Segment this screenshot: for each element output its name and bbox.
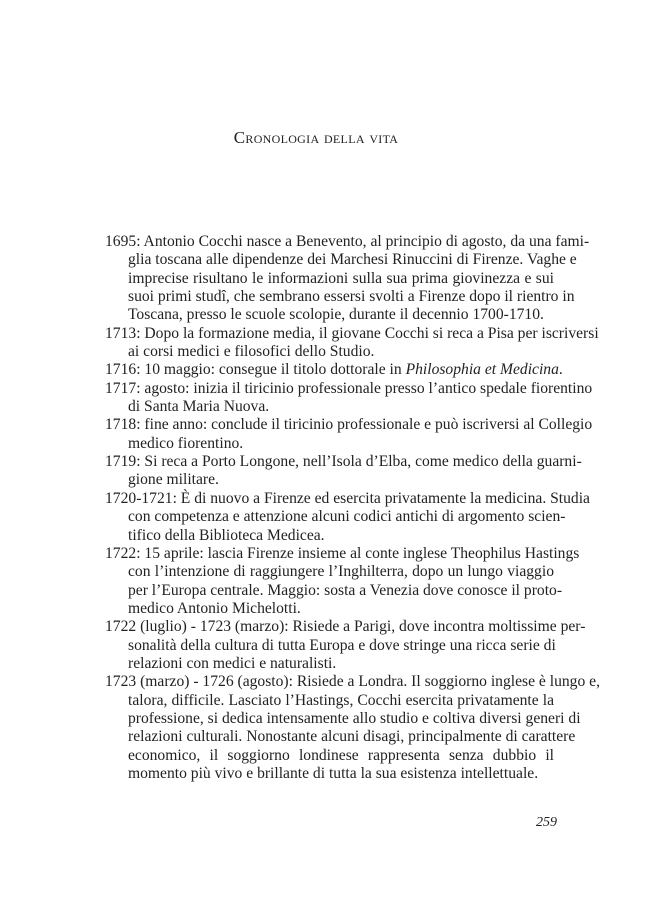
entry-line: talora, difficile. Lasciato l’Hastings, Cocchi esercita privatamente la bbox=[128, 691, 554, 709]
entry-line: 1718: fine anno: conclude il tiricinio professionale e può iscriversi al Collegio bbox=[105, 416, 593, 434]
chronology-list bbox=[105, 233, 600, 783]
chronology-entry bbox=[105, 379, 593, 417]
chronology-entry bbox=[105, 489, 590, 545]
text-segment: 1716: 10 maggio: consegue il titolo dottorale in bbox=[105, 361, 406, 379]
chronology-entry bbox=[105, 618, 586, 673]
entry-line: per l’Europa centrale. Maggio: sosta a Venezia dove conosce il proto- bbox=[128, 581, 563, 599]
entry-line: momento più vivo e brillante di tutta la sua esistenza intellettuale. bbox=[128, 764, 539, 782]
entry-line: di Santa Maria Nuova. bbox=[128, 398, 270, 416]
entry-line: imprecise risultano le informazioni sulla sua prima giovinezza e sui bbox=[128, 269, 554, 287]
entry-line: economico, il soggiorno londinese rappresenta senza dubbio il bbox=[128, 746, 554, 764]
entry-line: glia toscana alle dipendenze dei Marchesi Rinuccini di Firenze. Vaghe e bbox=[128, 251, 577, 269]
chronology-entry bbox=[105, 361, 563, 379]
entry-line: tifico della Biblioteca Medicea. bbox=[128, 526, 325, 544]
entry-line: sonalità della cultura di tutta Europa e dove stringe una ricca serie di bbox=[128, 636, 556, 654]
entry-line: suoi primi studî, che sembrano essersi svolti a Firenze dopo il rientro in bbox=[128, 288, 575, 306]
chapter-title: Cronologia della vita bbox=[233, 128, 399, 147]
entry-line: professione, si dedica intensamente allo studio e coltiva diversi generi di bbox=[128, 709, 581, 727]
entry-line: relazioni culturali. Nonostante alcuni disagi, principalmente di carattere bbox=[128, 728, 576, 746]
chronology-entry bbox=[105, 233, 590, 325]
entry-line: 1713: Dopo la formazione media, il giovane Cocchi si reca a Pisa per iscriversi bbox=[105, 324, 599, 342]
entry-line: ai corsi medici e filosofici dello Studio. bbox=[128, 343, 375, 361]
entry-line: 1722: 15 aprile: lascia Firenze insieme al conte inglese Theophilus Hastings bbox=[105, 544, 580, 562]
chronology-entry bbox=[105, 416, 593, 453]
entry-line: 1695: Antonio Cocchi nasce a Benevento, al principio di agosto, da una fami- bbox=[105, 233, 590, 250]
entry-line: 1717: agosto: inizia il tiricinio professionale presso l’antico spedale fiorentino bbox=[105, 379, 593, 397]
entry-line: 1719: Si reca a Porto Longone, nell’Isola d’Elba, come medico della guarni- bbox=[105, 453, 582, 471]
chronology-entry bbox=[105, 673, 600, 783]
entry-line: gione militare. bbox=[128, 471, 219, 489]
chronology-entry bbox=[105, 324, 599, 362]
italic-title: Philosophia et Medicina bbox=[405, 361, 559, 379]
entry-line: 1722 (luglio) - 1723 (marzo): Risiede a Parigi, dove incontra moltissime per- bbox=[105, 618, 586, 636]
entry-line: 1723 (marzo) - 1726 (agosto): Risiede a Londra. Il soggiorno inglese è lungo e, bbox=[105, 673, 600, 691]
entry-line: con l’intenzione di raggiungere l’Inghilterra, dopo un lungo viaggio bbox=[128, 563, 554, 581]
entry-line: Toscana, presso le scuole scolopie, durante il decennio 1700-1710. bbox=[128, 306, 544, 324]
page-number: 259 bbox=[536, 815, 557, 830]
entry-line: relazioni con medici e naturalisti. bbox=[128, 654, 337, 672]
chronology-entry bbox=[105, 544, 580, 618]
text-segment: . bbox=[558, 361, 563, 379]
entry-line: medico fiorentino. bbox=[128, 434, 244, 452]
entry-line: con competenza e attenzione alcuni codici antichi di argomento scien- bbox=[128, 508, 566, 526]
chronology-entry bbox=[105, 453, 582, 490]
entry-line: 1720-1721: È di nuovo a Firenze ed esercita privatamente la medicina. Studia bbox=[105, 489, 590, 507]
entry-line bbox=[105, 361, 563, 379]
entry-line: medico Antonio Michelotti. bbox=[128, 599, 301, 617]
